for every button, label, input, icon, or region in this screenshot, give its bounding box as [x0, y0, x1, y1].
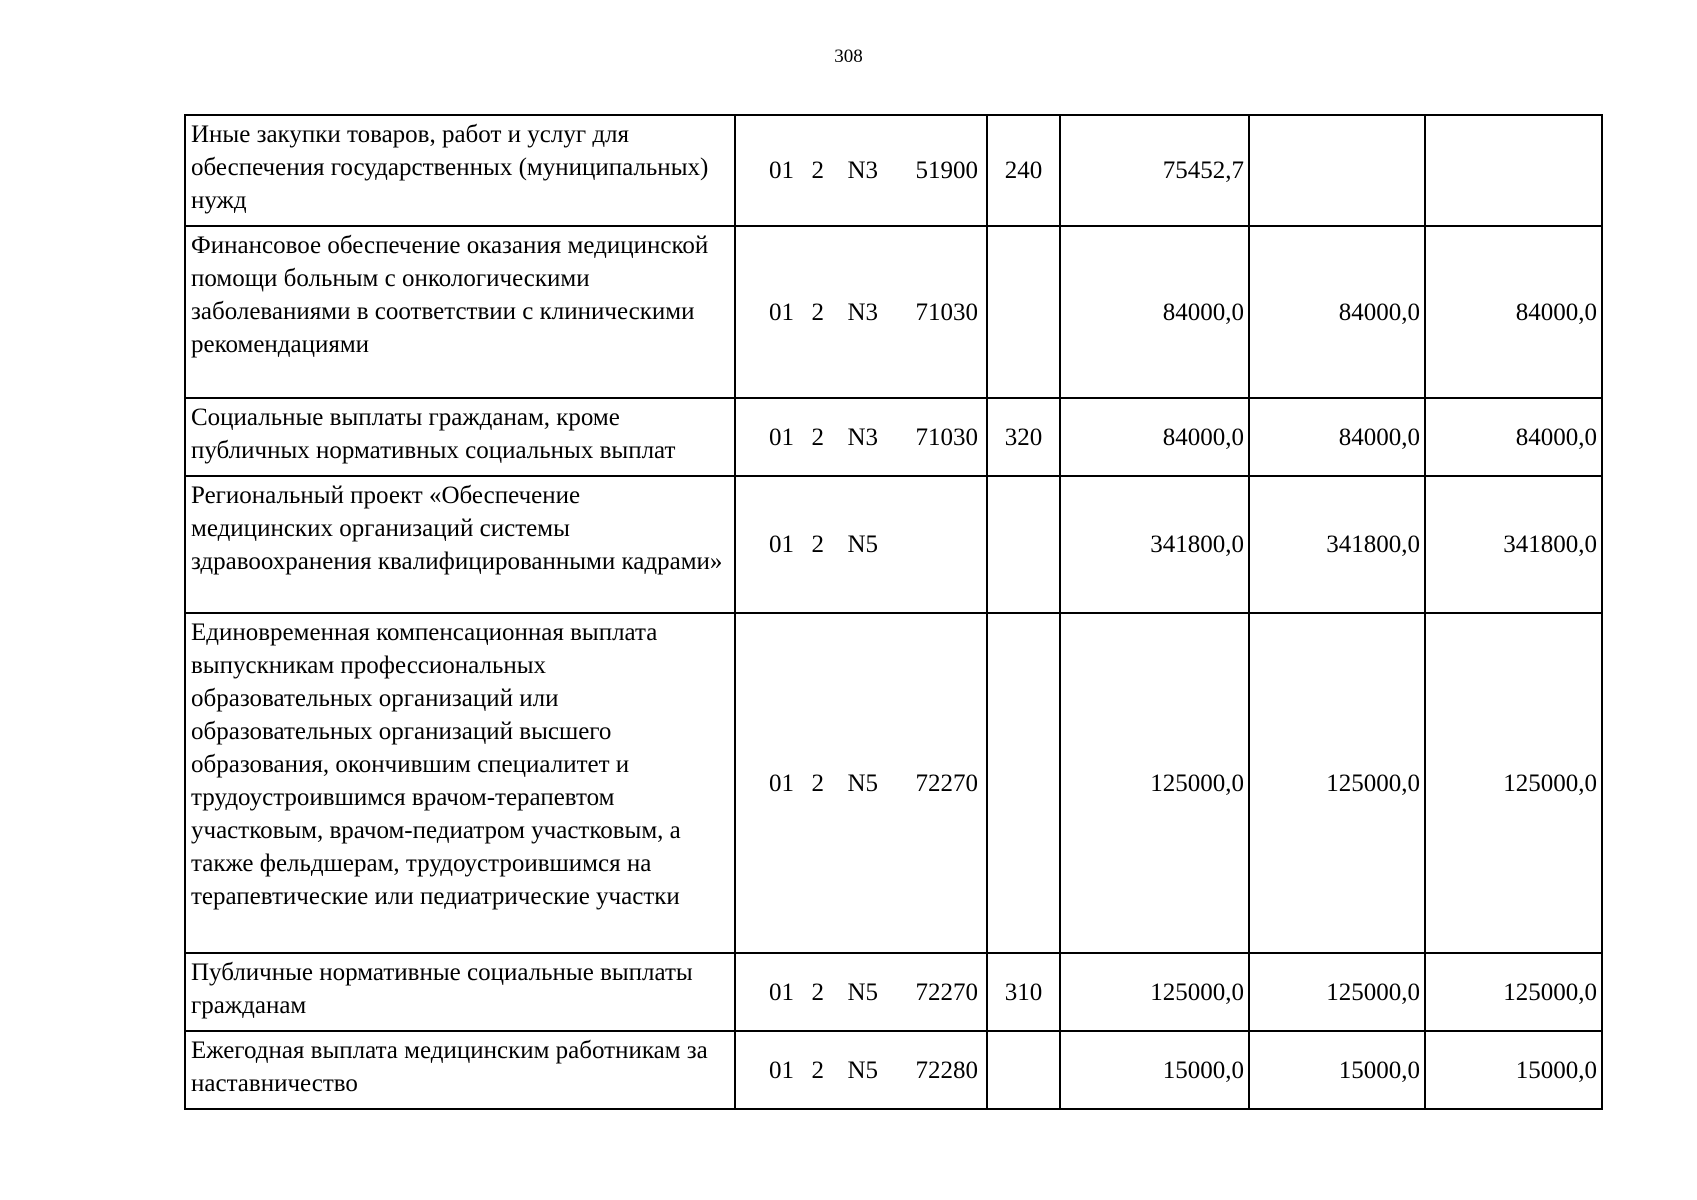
row-amount-3: 341800,0	[1425, 476, 1602, 613]
code-program: 01	[769, 769, 794, 797]
row-amount-2: 84000,0	[1249, 398, 1425, 476]
code-project: N3	[847, 423, 878, 451]
code-program: 01	[769, 298, 794, 326]
code-subprogram: 2	[811, 1056, 824, 1084]
code-direction: 71030	[915, 298, 978, 326]
code-direction: 72280	[915, 1056, 978, 1084]
row-expense-type	[987, 613, 1060, 953]
row-expense-type: 320	[987, 398, 1060, 476]
row-amount-2: 15000,0	[1249, 1031, 1425, 1109]
row-code	[735, 226, 987, 398]
table-row	[185, 115, 1602, 226]
code-subprogram: 2	[811, 157, 824, 184]
code-direction: 72270	[915, 769, 978, 797]
row-amount-1: 125000,0	[1060, 953, 1249, 1031]
row-name: Единовременная компенсационная выплата выпускникам профессиональных образовательных организаций или образовательных организаций высшего образования, окончившим специалитет и трудоустроившимся врачом-терапевтом участковым, врачом-педиатром участковым, а также фельдшерам, трудоустроившимся на терапевтические или педиатрические участки	[185, 613, 735, 953]
code-program: 01	[769, 157, 794, 184]
table-row	[185, 476, 1602, 613]
row-amount-2: 125000,0	[1249, 953, 1425, 1031]
row-amount-1: 84000,0	[1060, 226, 1249, 398]
code-direction: 72270	[915, 978, 978, 1006]
row-amount-3: 15000,0	[1425, 1031, 1602, 1109]
row-amount-1: 125000,0	[1060, 613, 1249, 953]
table-row	[185, 398, 1602, 476]
row-amount-3: 125000,0	[1425, 953, 1602, 1031]
code-program: 01	[769, 423, 794, 451]
row-name: Финансовое обеспечение оказания медицинской помощи больным с онкологическими заболеваниями в соответствии с клиническими рекомендациями	[185, 226, 735, 398]
row-name: Социальные выплаты гражданам, кроме публичных нормативных социальных выплат	[185, 398, 735, 476]
row-expense-type	[987, 1031, 1060, 1109]
code-program: 01	[769, 978, 794, 1006]
page-number: 308	[834, 46, 863, 67]
row-code	[735, 613, 987, 953]
code-subprogram: 2	[811, 769, 824, 797]
row-amount-1: 341800,0	[1060, 476, 1249, 613]
row-amount-3: 84000,0	[1425, 226, 1602, 398]
row-amount-2	[1249, 115, 1425, 226]
row-expense-type	[987, 226, 1060, 398]
row-amount-1: 75452,7	[1060, 115, 1249, 226]
code-direction: 71030	[915, 423, 978, 451]
row-amount-2: 125000,0	[1249, 613, 1425, 953]
code-project: N3	[847, 298, 878, 326]
code-project: N5	[847, 1056, 878, 1084]
row-code	[735, 398, 987, 476]
row-amount-1: 84000,0	[1060, 398, 1249, 476]
table-row	[185, 613, 1602, 953]
row-amount-3	[1425, 115, 1602, 226]
code-subprogram: 2	[811, 978, 824, 1006]
code-program: 01	[769, 531, 794, 558]
code-subprogram: 2	[811, 423, 824, 451]
code-project: N5	[847, 978, 878, 1006]
row-name: Региональный проект «Обеспечение медицинских организаций системы здравоохранения квалифицированными кадрами»	[185, 476, 735, 613]
row-amount-2: 84000,0	[1249, 226, 1425, 398]
code-project: N3	[847, 157, 878, 184]
code-subprogram: 2	[811, 298, 824, 326]
table-row	[185, 953, 1602, 1031]
table-row	[185, 226, 1602, 398]
row-expense-type: 310	[987, 953, 1060, 1031]
row-code	[735, 476, 987, 613]
budget-table	[184, 114, 1603, 1110]
row-amount-1: 15000,0	[1060, 1031, 1249, 1109]
row-amount-2: 341800,0	[1249, 476, 1425, 613]
code-subprogram: 2	[811, 531, 824, 558]
code-project: N5	[847, 531, 878, 558]
code-direction: 51900	[915, 157, 978, 184]
row-code	[735, 953, 987, 1031]
row-amount-3: 125000,0	[1425, 613, 1602, 953]
row-amount-3: 84000,0	[1425, 398, 1602, 476]
row-name: Ежегодная выплата медицинским работникам за наставничество	[185, 1031, 735, 1109]
code-program: 01	[769, 1056, 794, 1084]
row-code	[735, 115, 987, 226]
code-project: N5	[847, 769, 878, 797]
row-expense-type: 240	[987, 115, 1060, 226]
row-expense-type	[987, 476, 1060, 613]
row-name: Иные закупки товаров, работ и услуг для обеспечения государственных (муниципальных) нужд	[185, 115, 735, 226]
table-row	[185, 1031, 1602, 1109]
row-name: Публичные нормативные социальные выплаты гражданам	[185, 953, 735, 1031]
row-code	[735, 1031, 987, 1109]
